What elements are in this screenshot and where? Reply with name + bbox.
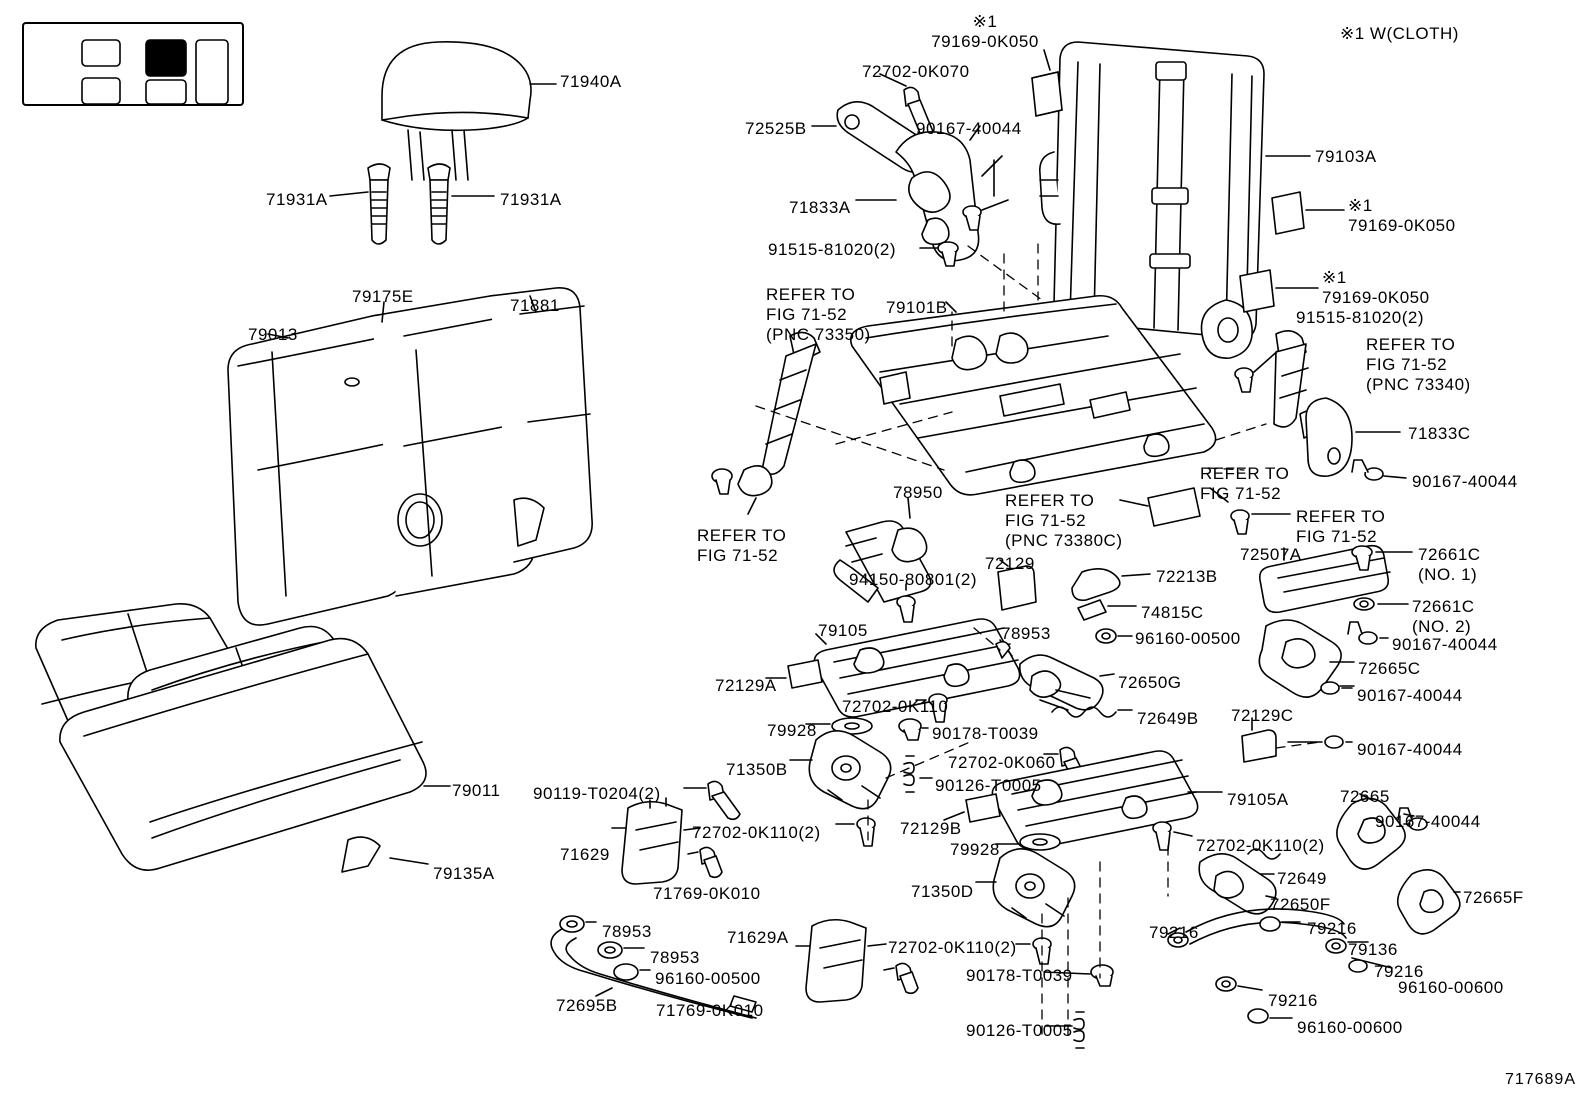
callout-c-72525b: 72525B xyxy=(745,119,807,138)
callout-c-72695b: 72695B xyxy=(556,996,618,1015)
callout-c-74815c: 74815C xyxy=(1141,603,1204,622)
callout-c-90167-40044-d: 90167-40044 xyxy=(1357,686,1463,705)
callout-c-72213b: 72213B xyxy=(1156,567,1218,586)
callout-c-72665f: 72665F xyxy=(1463,888,1524,907)
spring-90126-a xyxy=(904,756,932,792)
callout-c-90167-40044-e: 90167-40044 xyxy=(1357,740,1463,759)
lock-72650f xyxy=(1199,849,1280,914)
callout-c-refer-7152-a: REFER TO FIG 71-52 xyxy=(1200,464,1290,504)
callout-c-78953-b: 78953 xyxy=(602,922,652,941)
callout-c-72129b: 72129B xyxy=(900,819,962,838)
callout-c-79216-d: 79216 xyxy=(1268,991,1318,1010)
pin-72213b xyxy=(1072,569,1150,600)
callout-c-72649b: 72649B xyxy=(1137,709,1199,728)
callout-c-91515-81020-left: 91515-81020(2) xyxy=(768,240,896,259)
latch-71350d xyxy=(976,849,1075,927)
callout-c-79216-b: 79216 xyxy=(1307,919,1357,938)
headrest-assembly xyxy=(382,42,556,180)
callout-c-79928-b: 79928 xyxy=(950,840,1000,859)
callout-c-79169-0k050-top: ※1 79169-0K050 xyxy=(931,12,1039,52)
callout-c-71833a: 71833A xyxy=(789,198,851,217)
callout-c-78950: 78950 xyxy=(893,483,943,502)
callout-c-79216-a: 79216 xyxy=(1149,923,1199,942)
callout-c-79136: 79136 xyxy=(1348,940,1398,959)
seat-cushion-assembly xyxy=(36,604,450,872)
seat-position-legend xyxy=(22,22,244,106)
callout-c-78953-c: 78953 xyxy=(650,948,700,967)
callout-c-71350b: 71350B xyxy=(726,760,788,779)
callout-c-90178-t0039-b: 90178-T0039 xyxy=(966,966,1073,985)
callout-c-71940a: 71940A xyxy=(560,72,622,91)
callout-c-72129a: 72129A xyxy=(715,676,777,695)
callout-c-96160-00600-b: 96160-00600 xyxy=(1297,1018,1403,1037)
callout-c-72665: 72665 xyxy=(1340,787,1390,806)
bolt-72702-c xyxy=(1153,822,1192,850)
sheet-code: 717689A xyxy=(1504,1071,1576,1088)
callout-c-90119-t0204: 90119-T0204(2) xyxy=(533,784,661,803)
latch-71350b xyxy=(790,731,891,809)
bolt-72702-b xyxy=(836,818,875,846)
callout-c-79135a: 79135A xyxy=(433,864,495,883)
callout-c-72650f: 72650F xyxy=(1270,895,1331,914)
callout-c-79013: 79013 xyxy=(248,325,298,344)
callout-c-72702-0k110-b: 72702-0K110(2) xyxy=(692,823,821,842)
callout-c-79011: 79011 xyxy=(452,781,501,800)
callout-c-79169-0k050-low: ※1 79169-0K050 xyxy=(1322,268,1430,308)
callout-c-94150-80801: 94150-80801(2) xyxy=(849,570,977,589)
callout-c-72661c-no1: 72661C (NO. 1) xyxy=(1418,545,1481,585)
callout-c-71931a-right: 71931A xyxy=(500,190,562,209)
callout-c-79175e: 79175E xyxy=(352,287,414,306)
callout-c-72702-0k070: 72702-0K070 xyxy=(862,62,970,81)
callout-c-72702-0k110-c: 72702-0K110(2) xyxy=(1196,836,1325,855)
callout-c-refer-73380c: REFER TO FIG 71-52 (PNC 73380C) xyxy=(1005,491,1123,551)
callout-c-72702-0k060: 72702-0K060 xyxy=(948,753,1056,772)
callout-c-71833c: 71833C xyxy=(1408,424,1471,443)
callout-c-79216-c: 79216 xyxy=(1374,962,1424,981)
callout-c-refer-7152-b: REFER TO FIG 71-52 xyxy=(1296,507,1386,547)
callout-c-71629: 71629 xyxy=(560,845,610,864)
callout-c-91515-81020-right: 91515-81020(2) xyxy=(1296,308,1424,327)
cover-71629a xyxy=(796,920,918,1002)
callout-c-71350d: 71350D xyxy=(911,882,974,901)
callout-c-72650g: 72650G xyxy=(1118,673,1182,692)
callout-c-71769-0k010-b: 71769-0K010 xyxy=(656,1001,764,1020)
callout-c-96160-00500-a: 96160-00500 xyxy=(1135,629,1241,648)
callout-c-refer-7152-c: REFER TO FIG 71-52 xyxy=(697,526,787,566)
callout-c-71769-0k010-a: 71769-0K010 xyxy=(653,884,761,903)
callout-c-71931a-left: 71931A xyxy=(266,190,328,209)
callout-c-refer-73340: REFER TO FIG 71-52 (PNC 73340) xyxy=(1366,335,1471,395)
callout-c-79169-0k050-mid: ※1 79169-0K050 xyxy=(1348,196,1456,236)
callout-c-79105: 79105 xyxy=(818,621,868,640)
washer-79928-b xyxy=(996,834,1060,850)
callout-c-90167-40044-f: 90167-40044 xyxy=(1375,812,1481,831)
callout-c-71629a: 71629A xyxy=(727,928,789,947)
callout-c-79105a: 79105A xyxy=(1227,790,1289,809)
callout-c-79928-a: 79928 xyxy=(767,721,817,740)
seatbelt-73350 xyxy=(712,332,820,514)
callout-c-90126-t0005-b: 90126-T0005 xyxy=(966,1021,1073,1040)
bolt-90119 xyxy=(684,781,740,819)
callout-c-refer-73350: REFER TO FIG 71-52 (PNC 73350) xyxy=(766,285,871,345)
callout-c-72129: 72129 xyxy=(985,554,1035,573)
callout-c-72129c: 72129C xyxy=(1231,706,1294,725)
callout-c-79101b: 79101B xyxy=(886,298,948,317)
callout-c-96160-00600-a: 96160-00600 xyxy=(1398,978,1504,997)
callout-c-71881: 71881 xyxy=(510,296,560,315)
callout-c-78953-a: 78953 xyxy=(1001,624,1051,643)
callout-c-90167-40044-a: 90167-40044 xyxy=(916,119,1022,138)
callout-c-72507a: 72507A xyxy=(1240,545,1302,564)
callout-c-72702-0k110-d: 72702-0K110(2) xyxy=(888,938,1017,957)
callout-c-72665c: 72665C xyxy=(1358,659,1421,678)
callout-c-72702-0k110-a: 72702-0K110 xyxy=(842,697,949,716)
note-note-cloth: ※1 W(CLOTH) xyxy=(1340,24,1459,43)
callout-c-72661c-no2: 72661C (NO. 2) xyxy=(1412,597,1475,637)
callout-c-90178-t0039-a: 90178-T0039 xyxy=(932,724,1039,743)
callout-c-90167-40044-b: 90167-40044 xyxy=(1412,472,1518,491)
clip-74815c xyxy=(1078,600,1136,643)
callout-c-96160-00500-b: 96160-00500 xyxy=(655,969,761,988)
callout-c-90167-40044-c: 90167-40044 xyxy=(1392,635,1498,654)
callout-c-72649: 72649 xyxy=(1277,869,1327,888)
callout-c-90126-t0005-a: 90126-T0005 xyxy=(935,776,1042,795)
callout-c-79103a: 79103A xyxy=(1315,147,1377,166)
